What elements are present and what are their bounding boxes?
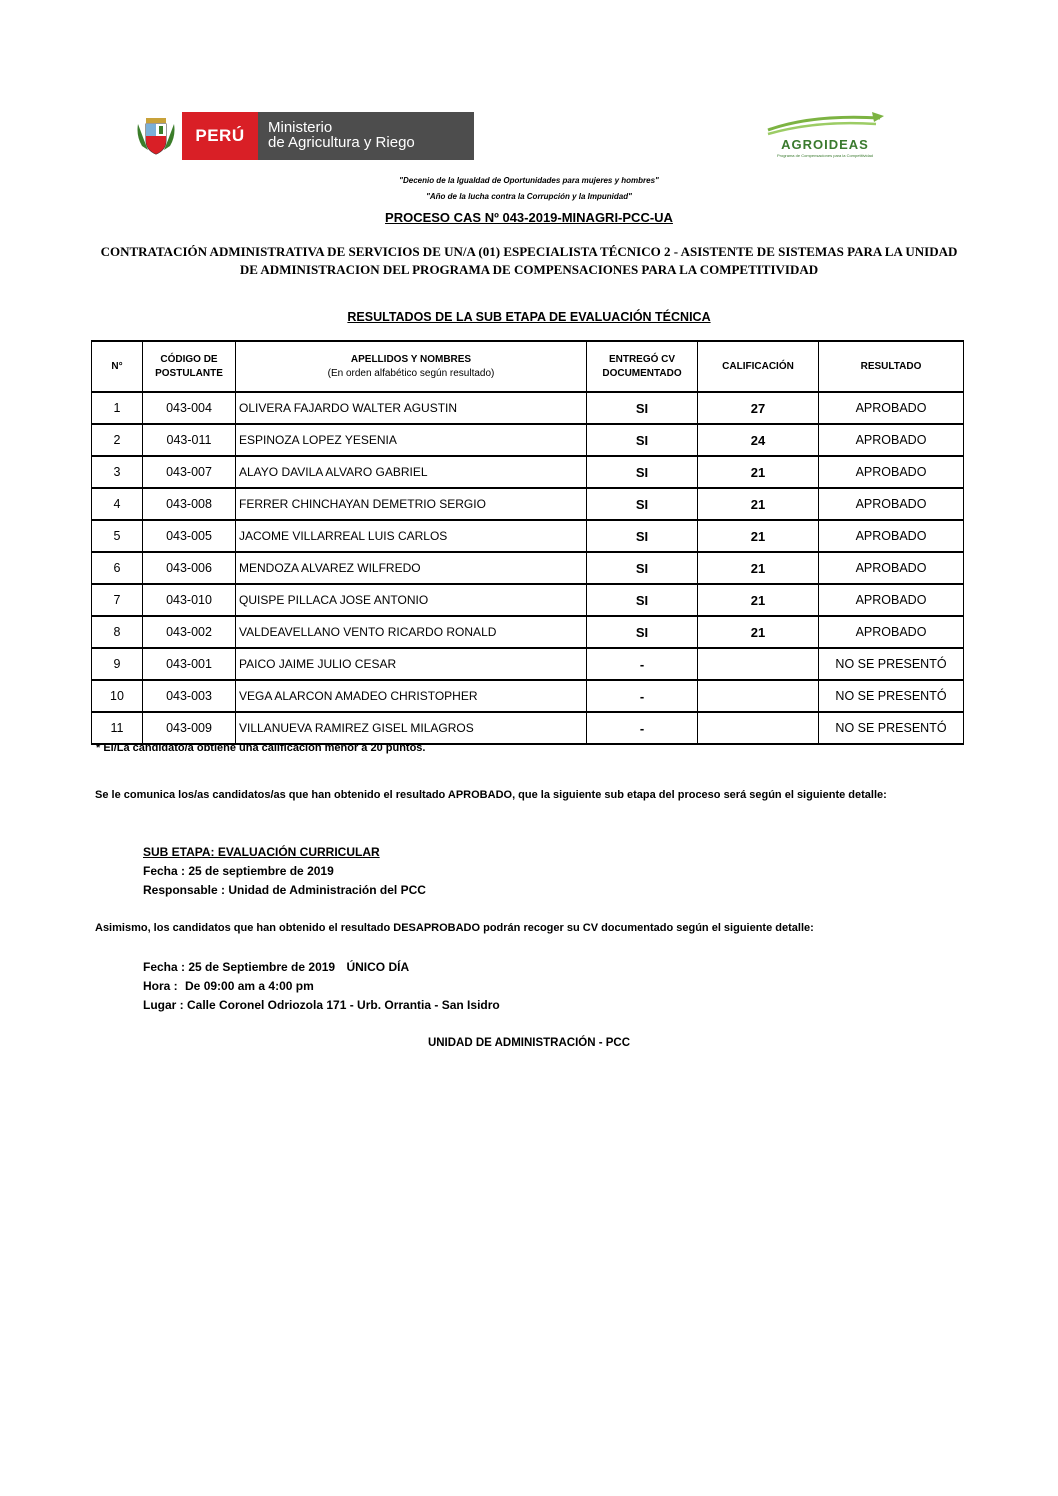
row-score: 21: [698, 552, 819, 584]
pickup-date: Fecha : 25 de Septiembre de 2019: [143, 960, 336, 974]
results-table: [91, 340, 964, 745]
pickup-place: Lugar : Calle Coronel Odriozola 171 - Urb. Orrantia - San Isidro: [143, 998, 500, 1012]
row-name: PAICO JAIME JULIO CESAR: [236, 648, 587, 680]
row-cv: SI: [587, 488, 698, 520]
table-row: [92, 616, 964, 648]
row-score: 24: [698, 424, 819, 456]
row-num: 8: [92, 616, 143, 648]
results-title: RESULTADOS DE LA SUB ETAPA DE EVALUACIÓN TÉCNICA: [347, 310, 711, 324]
row-code: 043-004: [143, 392, 236, 424]
table-row: [92, 680, 964, 712]
row-name: VALDEAVELLANO VENTO RICARDO RONALD: [236, 616, 587, 648]
pickup-date-line: [143, 958, 500, 977]
row-result: NO SE PRESENTÓ: [819, 648, 964, 680]
row-cv: SI: [587, 584, 698, 616]
motto-line1: "Decenio de la Igualdad de Oportunidades para mujeres y hombres": [399, 176, 659, 185]
row-num: 2: [92, 424, 143, 456]
row-result: APROBADO: [819, 584, 964, 616]
table-row: [92, 392, 964, 424]
row-num: 11: [92, 712, 143, 744]
table-row: [92, 712, 964, 744]
row-name: OLIVERA FAJARDO WALTER AGUSTIN: [236, 392, 587, 424]
disapproved-text: Asimismo, los candidatos que han obtenido el resultado DESAPROBADO podrán recoger su CV documentado según el siguiente detalle:: [95, 922, 814, 934]
process-title: PROCESO CAS Nº 043-2019-MINAGRI-PCC-UA: [385, 210, 673, 225]
pickup-day: ÚNICO DÍA: [346, 960, 410, 974]
row-code: 043-008: [143, 488, 236, 520]
row-result: NO SE PRESENTÓ: [819, 680, 964, 712]
row-cv: -: [587, 712, 698, 744]
row-score: 21: [698, 520, 819, 552]
row-num: 10: [92, 680, 143, 712]
col-header-cv-l2: DOCUMENTADO: [602, 367, 682, 379]
table-row: [92, 648, 964, 680]
row-code: 043-006: [143, 552, 236, 584]
pickup-hour-label: Hora :: [143, 979, 178, 993]
row-score: 21: [698, 456, 819, 488]
row-score: 21: [698, 616, 819, 648]
col-header-cv: [587, 341, 698, 392]
row-cv: SI: [587, 456, 698, 488]
pickup-hour-line: [143, 977, 500, 996]
row-cv: -: [587, 648, 698, 680]
col-header-code-l2: POSTULANTE: [155, 367, 223, 379]
table-row: [92, 520, 964, 552]
row-result: APROBADO: [819, 520, 964, 552]
row-score: 27: [698, 392, 819, 424]
row-cv: SI: [587, 520, 698, 552]
row-code: 043-005: [143, 520, 236, 552]
row-name: QUISPE PILLACA JOSE ANTONIO: [236, 584, 587, 616]
row-cv: SI: [587, 424, 698, 456]
signature: UNIDAD DE ADMINISTRACIÓN - PCC: [427, 1037, 631, 1049]
footnote: * El/La candidato/a obtiene una calificación menor a 20 puntos.: [96, 742, 426, 754]
row-cv: SI: [587, 616, 698, 648]
pickup-block: [143, 958, 500, 1015]
row-code: 043-011: [143, 424, 236, 456]
table-row: [92, 584, 964, 616]
row-code: 043-002: [143, 616, 236, 648]
col-header-code-l1: CÓDIGO DE: [160, 353, 218, 365]
row-name: ALAYO DAVILA ALVARO GABRIEL: [236, 456, 587, 488]
col-header-result: RESULTADO: [819, 341, 964, 392]
row-name: VEGA ALARCON AMADEO CHRISTOPHER: [236, 680, 587, 712]
table-row: [92, 552, 964, 584]
peru-label: PERÚ: [182, 112, 258, 160]
row-code: 043-007: [143, 456, 236, 488]
row-score: [698, 712, 819, 744]
row-num: 4: [92, 488, 143, 520]
agroideas-name: AGROIDEAS: [781, 137, 869, 152]
coat-of-arms-icon: [130, 112, 182, 160]
row-cv: -: [587, 680, 698, 712]
row-result: APROBADO: [819, 456, 964, 488]
sub-stage-responsible: Responsable : Unidad de Administración del PCC: [143, 883, 426, 897]
col-header-cv-l1: ENTREGÓ CV: [608, 353, 676, 365]
row-num: 6: [92, 552, 143, 584]
sub-stage-date: Fecha : 25 de septiembre de 2019: [143, 864, 334, 878]
agroideas-logo: [762, 110, 888, 162]
row-name: ESPINOZA LOPEZ YESENIA: [236, 424, 587, 456]
table-row: [92, 456, 964, 488]
row-num: 9: [92, 648, 143, 680]
table-header-row: [92, 341, 964, 392]
row-result: APROBADO: [819, 552, 964, 584]
row-cv: SI: [587, 392, 698, 424]
row-result: APROBADO: [819, 392, 964, 424]
row-num: 5: [92, 520, 143, 552]
table-body: [92, 392, 964, 744]
pickup-hour: De 09:00 am a 4:00 pm: [185, 979, 314, 993]
motto-line2: "Año de la lucha contra la Corrupción y la Impunidad": [426, 192, 632, 201]
row-score: [698, 648, 819, 680]
row-name: JACOME VILLARREAL LUIS CARLOS: [236, 520, 587, 552]
col-header-num: N°: [92, 341, 143, 392]
row-num: 7: [92, 584, 143, 616]
row-code: 043-010: [143, 584, 236, 616]
col-header-score: CALIFICACIÓN: [698, 341, 819, 392]
row-name: FERRER CHINCHAYAN DEMETRIO SERGIO: [236, 488, 587, 520]
ministry-line1: Ministerio: [268, 119, 333, 136]
minagri-logo: [130, 112, 474, 160]
row-score: 21: [698, 488, 819, 520]
row-result: APROBADO: [819, 424, 964, 456]
agroideas-tagline: Programa de Compensaciones para la Competitividad: [776, 153, 874, 158]
col-header-name: [236, 341, 587, 392]
sub-stage-block: [143, 843, 426, 900]
row-num: 1: [92, 392, 143, 424]
row-num: 3: [92, 456, 143, 488]
row-score: [698, 680, 819, 712]
row-code: 043-009: [143, 712, 236, 744]
ministry-line2: de Agricultura y Riego: [268, 134, 415, 151]
communication-text: Se le comunica los/as candidatos/as que han obtenido el resultado APROBADO, que la siguiente sub etapa del proceso será según el siguiente detalle:: [95, 789, 887, 801]
row-result: NO SE PRESENTÓ: [819, 712, 964, 744]
contract-title: CONTRATACIÓN ADMINISTRATIVA DE SERVICIOS DE UN/A (01) ESPECIALISTA TÉCNICO 2 - ASISTENTE DE SISTEMAS PARA LA UNIDAD DE ADMINISTRACION DEL PROGRAMA DE COMPENSACIONES PARA LA COMPETITIVIDAD: [100, 244, 958, 277]
table-row: [92, 424, 964, 456]
col-header-code: [143, 341, 236, 392]
agroideas-swoosh-icon: [762, 110, 888, 138]
row-name: VILLANUEVA RAMIREZ GISEL MILAGROS: [236, 712, 587, 744]
row-code: 043-001: [143, 648, 236, 680]
row-result: APROBADO: [819, 616, 964, 648]
col-header-name-l2: (En orden alfabético según resultado): [327, 367, 495, 379]
row-code: 043-003: [143, 680, 236, 712]
sub-stage-title: SUB ETAPA: EVALUACIÓN CURRICULAR: [143, 845, 380, 859]
table-row: [92, 488, 964, 520]
row-result: APROBADO: [819, 488, 964, 520]
col-header-name-l1: APELLIDOS Y NOMBRES: [350, 353, 472, 365]
ministry-name: [258, 112, 474, 160]
row-name: MENDOZA ALVAREZ WILFREDO: [236, 552, 587, 584]
row-cv: SI: [587, 552, 698, 584]
row-score: 21: [698, 584, 819, 616]
